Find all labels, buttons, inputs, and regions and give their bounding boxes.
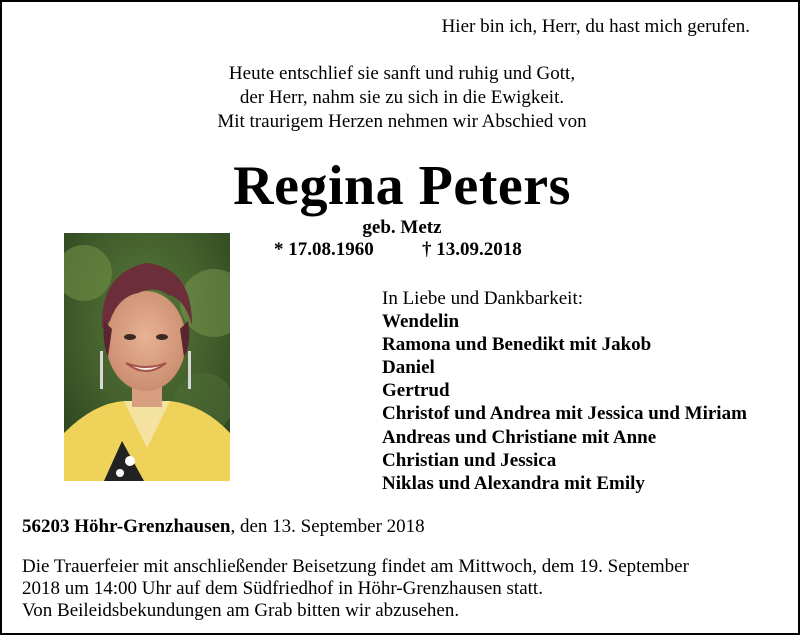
date: , den 13. September 2018: [230, 516, 425, 537]
portrait-photo: [64, 233, 230, 481]
notice-line: Von Beileidsbekundungen am Grab bitten wir abzusehen.: [22, 600, 460, 621]
place-and-date: [22, 516, 425, 538]
notice-line: 2018 um 14:00 Uhr auf dem Südfriedhof in Höhr-Grenzhausen statt.: [22, 578, 543, 599]
intro-line: der Herr, nahm sie zu sich in die Ewigkeit.: [239, 87, 565, 108]
mourner-name: Daniel: [382, 357, 435, 379]
notice-line: Die Trauerfeier mit anschließender Beisetzung findet am Mittwoch, dem 19. September: [22, 556, 689, 577]
maiden-name: geb. Metz: [362, 217, 442, 238]
birth-date: * 17.08.1960: [274, 239, 374, 260]
mourner-name: Christian und Jessica: [382, 449, 557, 471]
mourners-intro: In Liebe und Dankbarkeit:: [382, 288, 584, 309]
funeral-notice: [22, 556, 689, 622]
death-date: † 13.09.2018: [422, 239, 522, 260]
mourners-list: [382, 287, 747, 495]
mourner-name: Wendelin: [382, 311, 460, 333]
mourner-name: Niklas und Alexandra mit Emily: [382, 472, 645, 494]
mourner-name: Andreas und Christiane mit Anne: [382, 426, 657, 448]
place: 56203 Höhr-Grenzhausen: [22, 516, 231, 537]
mourner-name: Christof und Andrea mit Jessica und Miriam: [382, 403, 747, 425]
mourner-name: Gertrud: [382, 380, 450, 402]
intro-line: Mit traurigem Herzen nehmen wir Abschied von: [217, 111, 587, 132]
mourner-name: Ramona und Benedikt mit Jakob: [382, 334, 652, 356]
intro-text: [2, 62, 800, 134]
intro-line: Heute entschlief sie sanft und ruhig und Gott,: [228, 63, 576, 84]
bible-verse: Hier bin ich, Herr, du hast mich gerufen.: [441, 16, 750, 37]
deceased-name: Regina Peters: [233, 155, 571, 217]
